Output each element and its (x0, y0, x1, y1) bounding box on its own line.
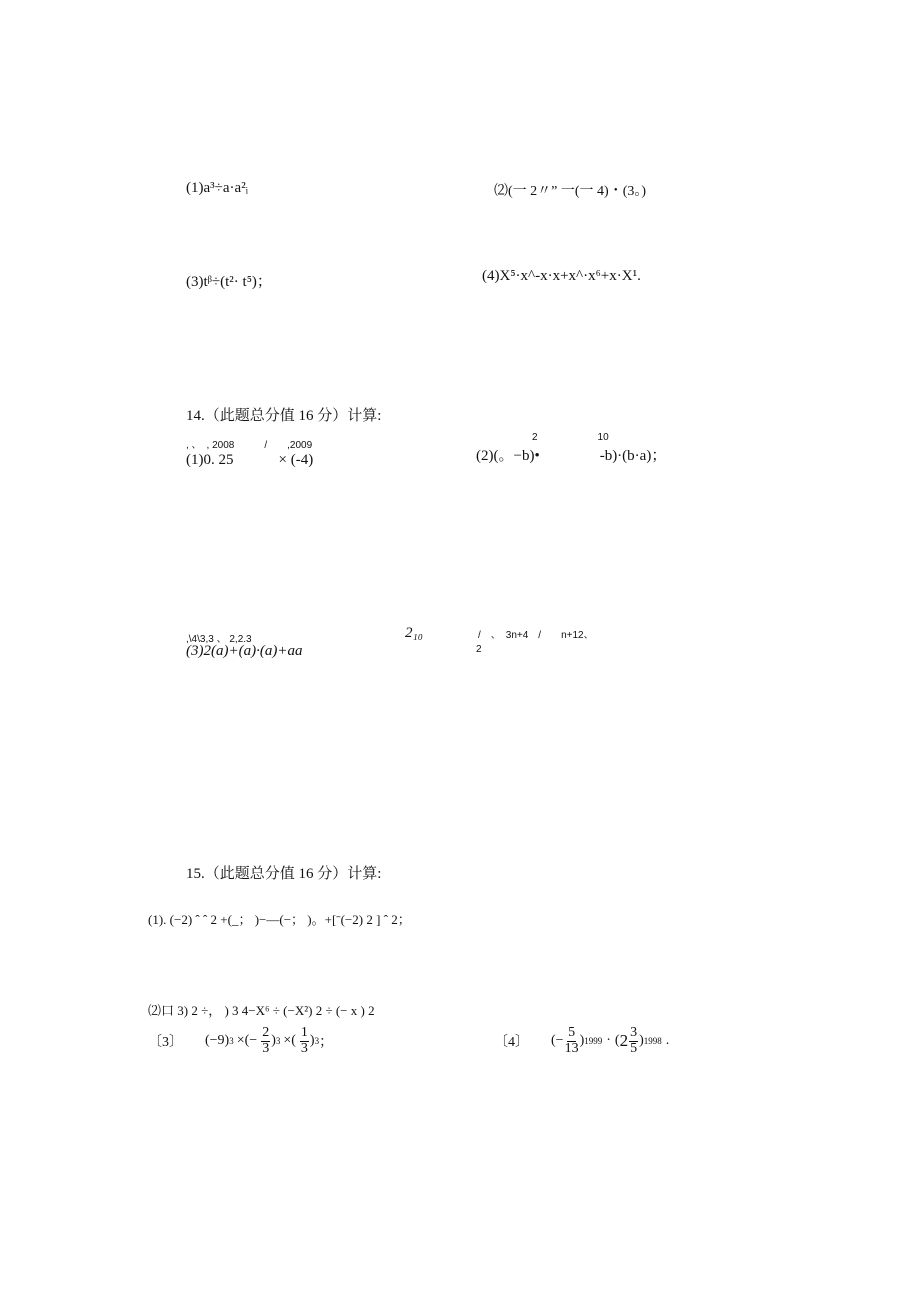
q14-part3: (3)2(a)+(a)·(a)+aa (186, 643, 303, 659)
q15-part4-end: . (665, 1033, 670, 1049)
q15-part4-fraction-1-exp: 1999 (584, 1036, 603, 1047)
q15-part3-base-exp: 3 (229, 1036, 234, 1047)
q14-header: 14.（此题总分值 16 分）计算: (186, 408, 382, 424)
q13-part3: (3)tᵝ÷(t²· t⁵)； (186, 274, 272, 290)
q15-part3-base: (−9) (205, 1033, 230, 1049)
q15-part4-label: 〔4〕 (494, 1035, 529, 1051)
q14-part1-superscripts: , 、 , 2008 / ,2009 (186, 440, 313, 451)
q14-part4-subscript: 2 (476, 644, 482, 655)
q14-part1: (1)0. 25 × (-4) (186, 452, 314, 468)
q14-part2: (2)(。−b)• -b)·(b·a)； (476, 448, 667, 464)
q15-part3-fraction-1: $\frac{2}{3}$ (262, 1025, 270, 1056)
q15-part4-fraction-1: $\frac{5}{13}$ (564, 1025, 579, 1056)
q15-part4-whole: 2 (619, 1031, 629, 1051)
q14-part4-superscripts: / 、 3n+4 / n+12、 (478, 630, 594, 641)
q15-part1: (1). (−2) ˆ ˆ 2 +(_； )−—(−； )。+[ˉ(−2) 2 ] ˆ 2； (148, 912, 411, 927)
q14-part3-exponent: 2₁₀ (405, 625, 423, 641)
q15-part4: 〔4〕 (− $\frac{5}{13}$ ) 1999 · ( 2 $\frac{3}{5}$ ) 1998 . (494, 1025, 670, 1056)
q14-part2-superscripts: 2 10 (532, 432, 609, 443)
q15-part3-end: ； (319, 1035, 334, 1051)
q15-part3-label: 〔3〕 (148, 1035, 183, 1051)
q13-part4: (4)X⁵·x^-x·x+x^·x⁶+x·X¹. (482, 268, 641, 284)
q15-part3-fraction-2-exp: 3 (314, 1036, 320, 1047)
q13-part2: ⑵(一 2〃” 一(一 4)・(3。) (494, 184, 647, 199)
q15-part3: 〔3〕 (−9) 3 ×(− $\frac{2}{3}$ ) 3 ×( $\frac{1}{3}$ ) 3 ； (148, 1025, 334, 1056)
q15-part2: ⑵口 3) 2 ÷， ) 3 4−X⁶ ÷ (−X²) 2 ÷ (− x ) 2 (148, 1003, 375, 1018)
q15-part3-fraction-1-exp: 3 (275, 1036, 281, 1047)
q15-header: 15.（此题总分值 16 分）计算: (186, 866, 382, 882)
q15-part4-fraction-2-exp: 1998 (643, 1036, 662, 1047)
q15-part4-fraction-2: $\frac{3}{5}$ (630, 1025, 638, 1056)
q14-part3-superscripts: ,\4\3,3 、 2,2.3 (186, 634, 252, 645)
q15-part3-fraction-2: $\frac{1}{3}$ (300, 1025, 308, 1056)
q13-part1: (1)a³÷a·a²ᵢ (186, 180, 249, 196)
